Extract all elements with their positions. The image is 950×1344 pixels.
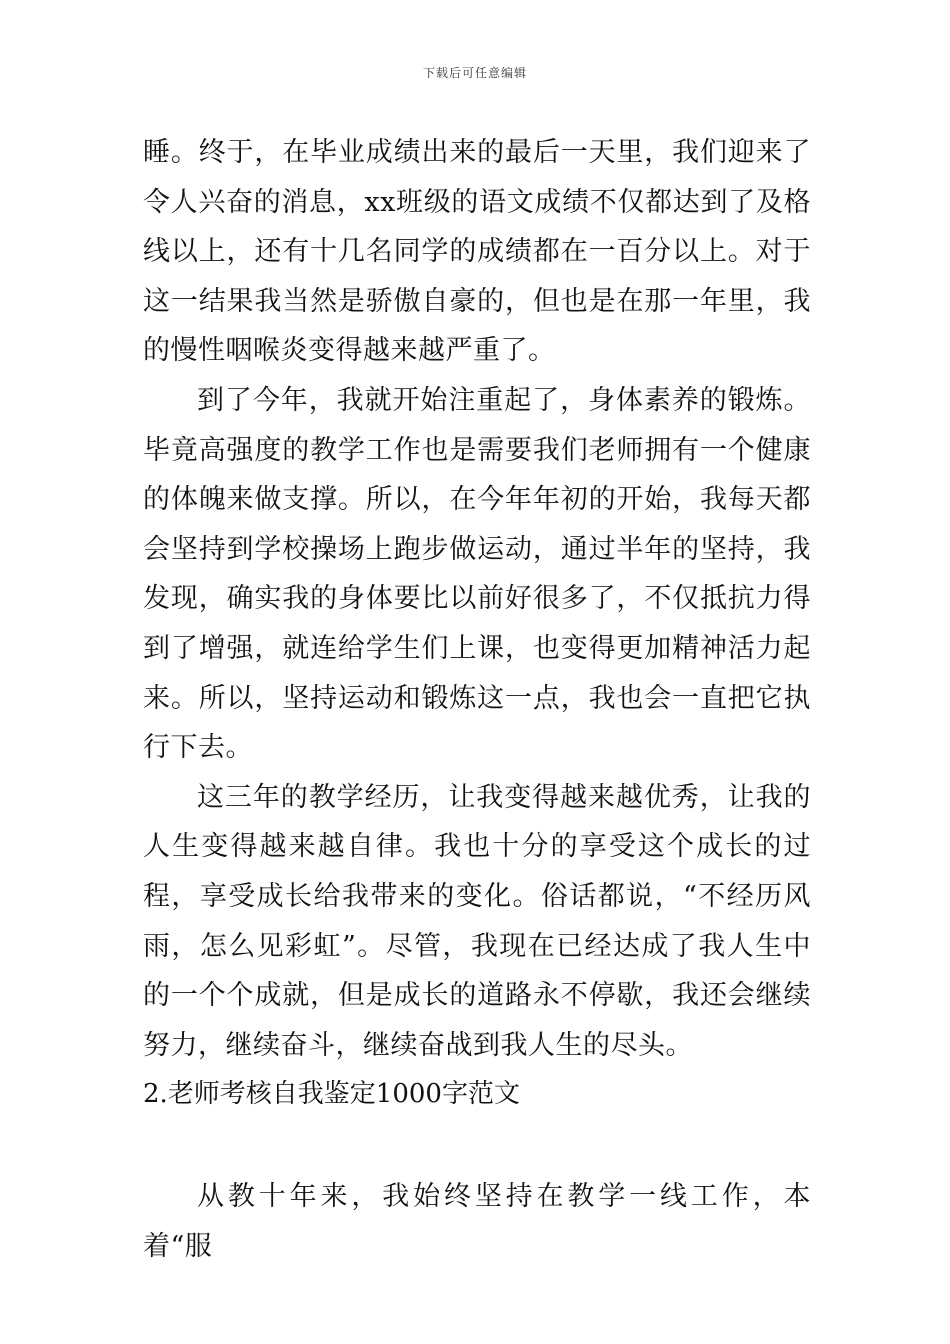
- body-text: [143, 128, 811, 1070]
- paragraph-4: 从教十年来，我始终坚持在教学一线工作，本着“服: [143, 1181, 811, 1262]
- next-section-body: [143, 1172, 811, 1271]
- paragraph-2: 到了今年，我就开始注重起了，身体素养的锻炼。毕竟高强度的教学工作也是需要我们老师拥有一个健康的体魄来做支撑。所以，在今年年初的开始，我每天都会坚持到学校操场上跑步做运动，通过半年的坚持，我发现，确实我的身体要比以前好很多了，不仅抵抗力得到了增强，就连给学生们上课，也变得更加精神活力起来。所以，坚持运动和锻炼这一点，我也会一直把它执行下去。: [143, 384, 811, 764]
- section-heading: 2.老师考核自我鉴定1000字范文: [143, 1079, 520, 1109]
- page-header: 下载后可任意编辑: [422, 66, 527, 80]
- paragraph-3: 这三年的教学经历，让我变得越来越优秀，让我的人生变得越来越自律。我也十分的享受这个成长的过程，享受成长给我带来的变化。俗话都说，“不经历风雨，怎么见彩虹”。尽管，我现在已经达成了我人生中的一个个成就，但是成长的道路永不停歇，我还会继续努力，继续奋斗，继续奋战到我人生的尽头。: [143, 781, 811, 1061]
- paragraph-1: 睡。终于，在毕业成绩出来的最后一天里，我们迎来了令人兴奋的消息，xx班级的语文成绩不仅都达到了及格线以上，还有十几名同学的成绩都在一百分以上。对于这一结果我当然是骄傲自豪的，但也是在那一年里，我的慢性咽喉炎变得越来越严重了。: [143, 137, 811, 367]
